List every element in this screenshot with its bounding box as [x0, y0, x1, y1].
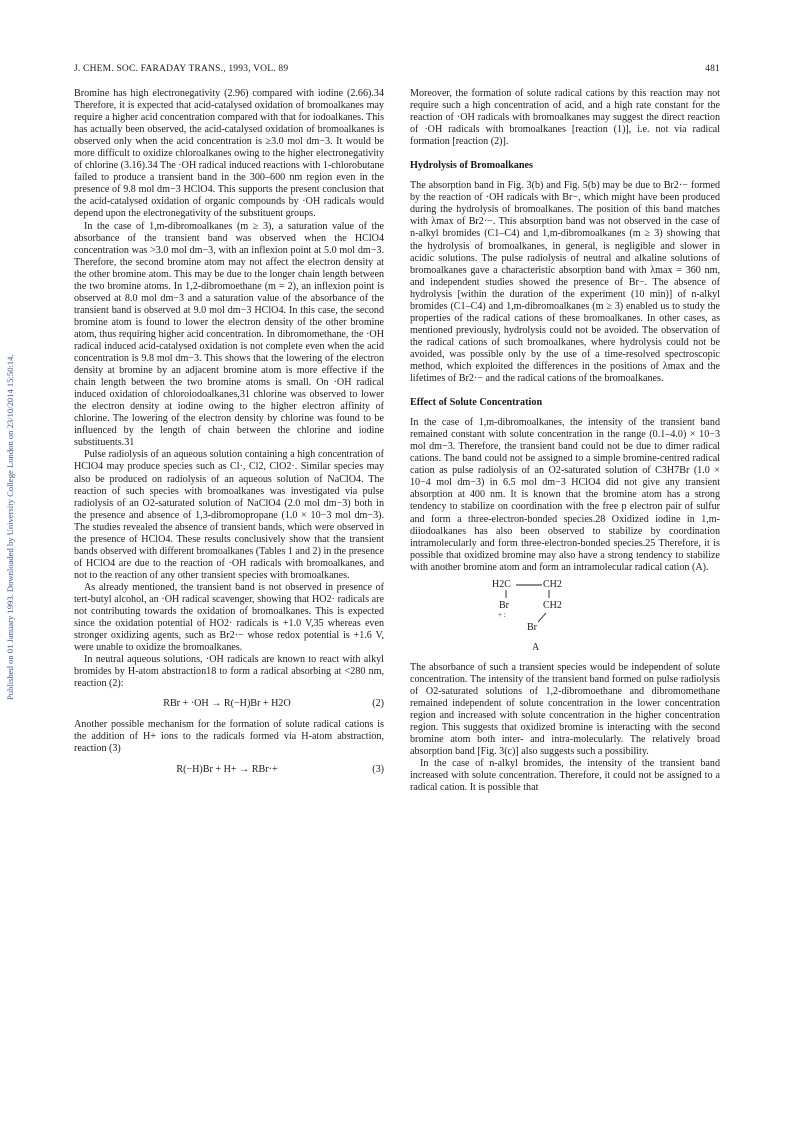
paragraph: The absorption band in Fig. 3(b) and Fig. 5(b) may be due to Br2·− formed by the reaction of ·OH radicals with Br−, which might have been produced during the hydrolysis of bromoalkanes. The position of this band matches with λmax of Br2·−. This absorption band was not observed in the case of n-alkyl bromides (C1–C4) and 1,m-dibromoalkanes (m ≥ 3) showing that the hydrolysis of bromoalkanes, in general, is negligible and slower in acidic solutions. The pulse radiolysis of neutral and alkaline solutions of bromoalkanes gave a characteristic absorption band with λmax = 360 nm, and independent studies showed the presence of Br−. The absence of hydrolysis [within the duration of the experiment (10 min)] of n-alkyl bromides (C1–C4) and 1,m-dibromoalkanes (m ≥ 3) enabled us to study the properties of the radical cations of these bromoalkanes. In other cases, as mentioned previously, hydrolysis could not be avoided. The observation of the radical cations of such bromoalkanes, where hydrolysis could not be avoided, was possible only by the use of a time-resolved spectroscopic method, which exploited the differences in the positions of λmax and the lifetimes of Br2·− and the radical cations of the bromoalkanes.	[410, 180, 720, 385]
download-watermark	[5, 240, 19, 700]
download-notice[interactable]: Published on 01 January 1993. Downloaded by University College London on 23/10/2014 15:50:14.	[5, 354, 15, 700]
equation-2	[74, 698, 384, 710]
equation-number: (2)	[372, 698, 384, 710]
structure-ch2-mid: CH2	[543, 599, 562, 611]
paragraph: In the case of 1,m-dibromoalkanes (m ≥ 3), a saturation value of the absorbance of the transient band was observed when the HClO4 concentration was >3.0 mol dm−3, with an inflexion point at 5.0 mol dm−3. Therefore, the second bromine atom may not affect the electron density at the other bromine atom. This may be due to the longer chain length between the two bromine atoms. In 1,2-dibromoethane (m = 2), an inflexion point is observed at 8.0 mol dm−3 and a saturation value of the absorbance of the transient band is observed at 9.0 mol dm−3 HClO4. In this case, the second bromine atom is found to lower the electron density of the other bromine atom, thus requiring higher acid concentration. In dibromomethane, the ·OH radical induced acid-catalysed oxidation is not complete even when the acid concentration is 9.8 mol dm−3. This shows that the lowering of the electron density at bromine by an adjacent bromine atom is more effective if the chain length between the two bromine atoms is small. On ·OH radical induced oxidation of chloroiodoalkanes,31 chlorine was observed to lower the electron density at iodine owing to the higher electron affinity of chlorine. The lowering of the electron density by chlorine was found to be influenced by the length of chain between the chlorine and iodine substituents.31	[74, 220, 384, 449]
structure-br-left: Br	[499, 599, 509, 611]
paragraph: In the case of 1,m-dibromoalkanes, the intensity of the transient band remained constant with solute concentration in the range (0.1–4.0) × 10−3 mol dm−3. Therefore, the transient band could not be due to dimer radical cations. The band could not be assigned to a simple bromine-centred radical cation as pulse radiolysis of an O2-saturated solution of C3H7Br (1.0 × 10−4 mol dm−3) in 6.5 mol dm−3 HClO4 did not give any transient absorption at 400 nm. It is known that the bromine atom has a strong tendency to stabilize on coordination with the free p electron pair of sulfur and form a three-electron-bonded species.28 Oxidized iodine in 1,m-diiodoalkanes has also been observed to stabilize by coordination intramolecularly and form three-electron-bonded species.25 Therefore, it is possible that oxidized bromine may also have a strong tendency to stabilize with another bromine atom and form an intramolecular radical cation (A).	[410, 417, 720, 573]
section-heading: Hydrolysis of Bromoalkanes	[410, 160, 534, 172]
paragraph: In neutral aqueous solutions, ·OH radicals are known to react with alkyl bromides by H-atom abstraction18 to form a radical absorbing at <280 nm, reaction (2):	[74, 654, 384, 690]
paragraph: The absorbance of such a transient species would be independent of solute concentration. The intensity of the transient band formed on pulse radiolysis of O2-saturated solutions of 1,2-dibromoethane and dibromomethane remained independent of solute concentration in the lower concentration region and increased with solute concentration in the higher concentration region. This suggests that oxidized bromine is interacting with the second bromine atom both inter- and intra-molecularly. The relatively broad absorption band [Fig. 3(c)] also suggests such a possibility.	[410, 661, 720, 758]
paragraph: Bromine has high electronegativity (2.96) compared with iodine (2.66).34 Therefore, it is expected that acid-catalysed oxidation of bromoalkanes may require a higher acid concentration compared with that for iodoalkanes. This has actually been observed, the acid-catalysed oxidation of bromoalkanes is observed only when the acid concentration is ≥3.0 mol dm−3. It would be more difficult to oxidize chloroalkanes owing to the higher electronegativity of chlorine (3.16).34 The ·OH radical induced reactions with 1-chlorobutane failed to produce a transient band in the 300–600 nm region even in the presence of 9.8 mol dm−3 HClO4. This supports the present conclusion that the acid-catalysed oxidation of organic compounds by ·OH radicals would depend upon the electronegativity of the substituent groups.	[74, 88, 384, 220]
equation-text: R(−H)Br + H+ → RBr·+	[176, 763, 278, 775]
structure-br-bottom: Br	[527, 621, 537, 633]
structure-ch2-top: CH2	[543, 578, 562, 590]
page-header	[74, 64, 720, 78]
chemical-structure-a	[410, 576, 720, 656]
left-column	[74, 88, 384, 785]
paragraph: Moreover, the formation of solute radical cations by this reaction may not require such a high concentration of acid, and a high rate constant for the reaction of ·OH radicals with bromoalkanes may suggest the direct reaction of ·OH radicals with bromoalkanes [reaction (1)], i.e. not via radical formation [reaction (2)].	[410, 88, 720, 148]
structure-h2c: H2C	[492, 578, 511, 590]
right-column	[410, 88, 720, 794]
paragraph: Another possible mechanism for the formation of solute radical cations is the addition of H+ ions to the radicals formed via H-atom abstraction, reaction (3)	[74, 719, 384, 755]
equation-3	[74, 764, 384, 776]
structure-charge: + :	[498, 610, 506, 619]
paragraph: Pulse radiolysis of an aqueous solution containing a high concentration of HClO4 may produce species such as Cl·, Cl2, ClO2·. Similar species may also be produced on radiolysis of an aqueous solution of NaClO4. The reaction of such species with bromoalkanes was investigated via pulse radiolysis of an O2-saturated solution of NaClO4 (2.0 mol dm−3) both in the presence and absence of 1,3-dibromopropane (1.0 × 10−3 mol dm−3). The studies revealed the absence of transient bands, which were observed in the presence of HClO4. These results conclusively show that the transient bands observed with different bromoalkanes (Tables 1 and 2) in the presence of HClO4 are due to the reaction of ·OH radicals with bromoalkanes, and not to the reaction of any other transient species with bromoalkanes.	[74, 449, 384, 581]
page-number: 481	[705, 64, 720, 74]
journal-header: J. CHEM. SOC. FARADAY TRANS., 1993, VOL. 89	[74, 64, 289, 74]
equation-text: RBr + ·OH → R(−H)Br + H2O	[163, 698, 291, 710]
structure-label: A	[532, 641, 540, 653]
paragraph: In the case of n-alkyl bromides, the intensity of the transient band increased with solute concentration. Therefore, it could not be assigned to a radical cation. It is possible that	[410, 758, 720, 794]
equation-number: (3)	[372, 763, 384, 775]
paragraph: As already mentioned, the transient band is not observed in presence of tert-butyl alcohol, an ·OH radical scavenger, showing that HO2· radicals are not contributing towards the oxidation of bromoalkanes. This is expected since the oxidation potential of HO2· radicals is +1.0 V,35 whereas even stronger oxidizing agents, such as Br2·− whose redox potential is +1.6 V, were unable to oxidize the bromoalkanes.	[74, 581, 384, 654]
structure-bonds	[410, 576, 720, 656]
section-heading: Effect of Solute Concentration	[410, 397, 543, 409]
